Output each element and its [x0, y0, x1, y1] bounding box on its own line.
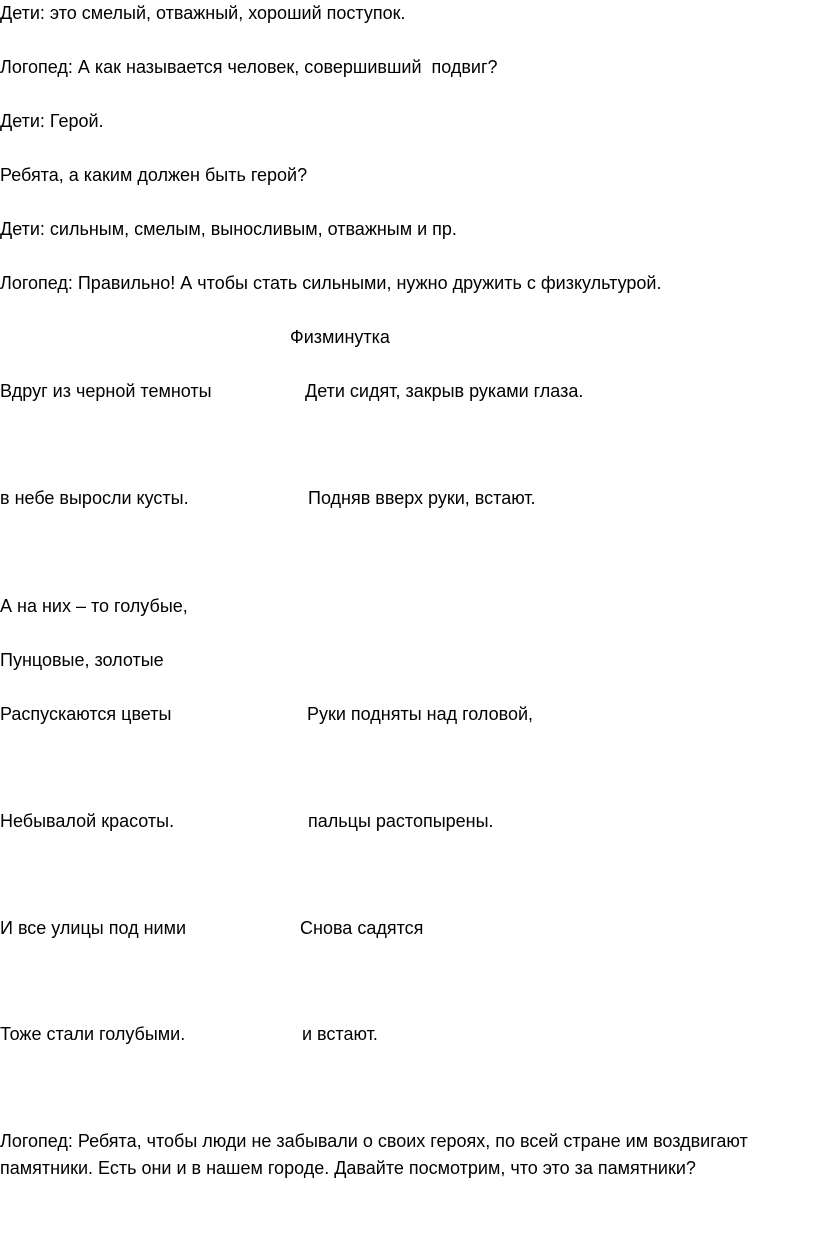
rhyme-action: Подняв вверх руки, встают. — [308, 488, 536, 508]
dialogue-line: Логопед: А как называется человек, совершивший подвиг? — [0, 57, 498, 77]
dialogue-line: Дети: сильным, смелым, выносливым, отважным и пр. — [0, 219, 457, 239]
dialogue-line: Ребята, а каким должен быть герой? — [0, 165, 308, 185]
rhyme-verse: Тоже стали голубыми. — [0, 1024, 186, 1044]
rhyme-verse: Распускаются цветы — [0, 704, 172, 724]
rhyme-verse: Небывалой красоты. — [0, 811, 175, 831]
rhyme-action: Дети сидят, закрыв руками глаза. — [305, 381, 584, 401]
dialogue-line: Дети: Герой. — [0, 111, 104, 131]
section-title: Физминутка — [290, 327, 390, 347]
rhyme-verse: Пунцовые, золотые — [0, 650, 164, 670]
rhyme-action: и встают. — [302, 1024, 378, 1044]
rhyme-verse: в небе выросли кусты. — [0, 488, 189, 508]
rhyme-verse: А на них – то голубые, — [0, 596, 188, 616]
rhyme-verse: Вдруг из черной темноты — [0, 381, 212, 401]
rhyme-action: Снова садятся — [300, 918, 424, 938]
rhyme-verse: И все улицы под ними — [0, 918, 187, 938]
closing-paragraph: Логопед: Ребята, чтобы люди не забывали о своих героях, по всей стране им воздвигают памятники. Есть они и в нашем городе. Давайте посмотрим, что это за памятники? — [0, 1131, 748, 1178]
rhyme-action: Руки подняты над головой, — [307, 704, 534, 724]
rhyme-action: пальцы растопырены. — [308, 811, 494, 831]
dialogue-line: Дети: это смелый, отважный, хороший поступок. — [0, 3, 406, 23]
dialogue-line: Логопед: Правильно! А чтобы стать сильными, нужно дружить с физкультурой. — [0, 273, 662, 293]
